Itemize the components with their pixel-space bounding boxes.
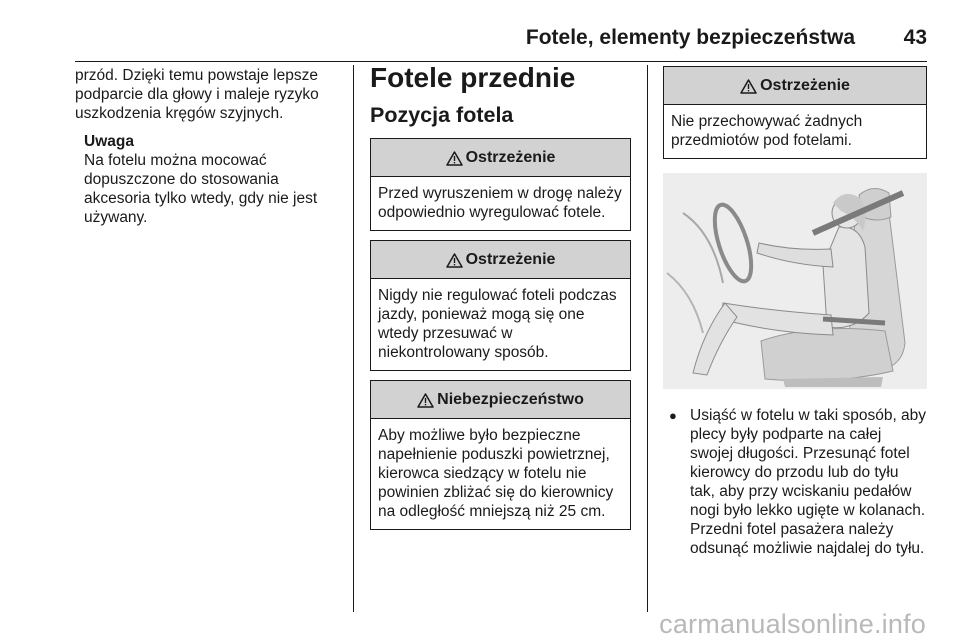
note-block bbox=[84, 132, 337, 227]
section-title: Fotele przednie bbox=[370, 62, 576, 93]
column-divider-1 bbox=[353, 65, 354, 612]
bullet-text: Usiąść w fotelu w taki sposób, aby plecy były podparte na całej swojej długości. Przesunąć fotel kierowcy do przodu lub do tyłu tak, aby przy wciskaniu pedałów nogi było lekko ugięte w kolanach. Przedni fotel pasażera należy odsunąć możliwie najdalej do tyłu. bbox=[690, 407, 927, 557]
warning-box-text: Nie przechowywać żadnych przedmiotów pod fotelami. bbox=[671, 113, 863, 149]
danger-box-text: Aby możliwe było bezpieczne napełnienie poduszki powietrznej, kierowca siedzący w fotelu nie powinien zbliżać się do kierownicy na odległość mniejszą niż 25 cm. bbox=[378, 427, 614, 520]
note-title: Uwaga bbox=[84, 133, 134, 150]
warning-box-title: Ostrzeżenie bbox=[465, 149, 556, 166]
subsection-title: Pozycja fotela bbox=[370, 103, 514, 127]
warning-box-text: Przed wyruszeniem w drogę należy odpowiednio wyregulować fotele. bbox=[378, 185, 622, 221]
column-middle bbox=[370, 62, 631, 539]
danger-box bbox=[370, 380, 631, 530]
bullet-icon: ● bbox=[669, 408, 677, 423]
header-title: Fotele, elementy bezpieczeństwa bbox=[525, 26, 855, 49]
danger-box-header bbox=[371, 381, 630, 419]
list-item bbox=[663, 406, 927, 558]
watermark: carmanualsonline.info bbox=[659, 609, 926, 639]
warning-box-title: Ostrzeżenie bbox=[465, 251, 556, 268]
warning-triangle-icon bbox=[740, 79, 757, 94]
warning-box bbox=[370, 138, 631, 231]
intro-paragraph: przód. Dzięki temu powstaje lepsze podparcie dla głowy i maleje ryzyko uszkodzenia kręgów szyjnych. bbox=[75, 67, 319, 122]
warning-box-title: Ostrzeżenie bbox=[760, 77, 850, 94]
warning-box bbox=[663, 66, 927, 159]
warning-box bbox=[370, 240, 631, 371]
warning-box-text: Nigdy nie regulować foteli podczas jazdy, ponieważ mogą się one wtedy przesuwać w niekontrolowany sposób. bbox=[378, 287, 617, 361]
column-divider-2 bbox=[647, 65, 648, 612]
warning-triangle-icon bbox=[446, 151, 463, 166]
warning-box-header bbox=[664, 67, 926, 105]
page-number: 43 bbox=[903, 26, 927, 49]
warning-triangle-icon bbox=[446, 253, 463, 268]
driver-seat-illustration bbox=[663, 173, 927, 389]
column-left bbox=[75, 66, 337, 227]
danger-box-title: Niebezpieczeństwo bbox=[437, 391, 584, 408]
warning-box-header bbox=[371, 241, 630, 279]
page-header bbox=[75, 14, 927, 48]
note-text: Na fotelu można mocować dopuszczone do stosowania akcesoria tylko wtedy, gdy nie jest używany. bbox=[84, 152, 318, 226]
column-right bbox=[663, 66, 927, 558]
seat-position-illustration bbox=[663, 173, 927, 389]
warning-triangle-icon bbox=[417, 393, 434, 408]
warning-box-header bbox=[371, 139, 630, 177]
